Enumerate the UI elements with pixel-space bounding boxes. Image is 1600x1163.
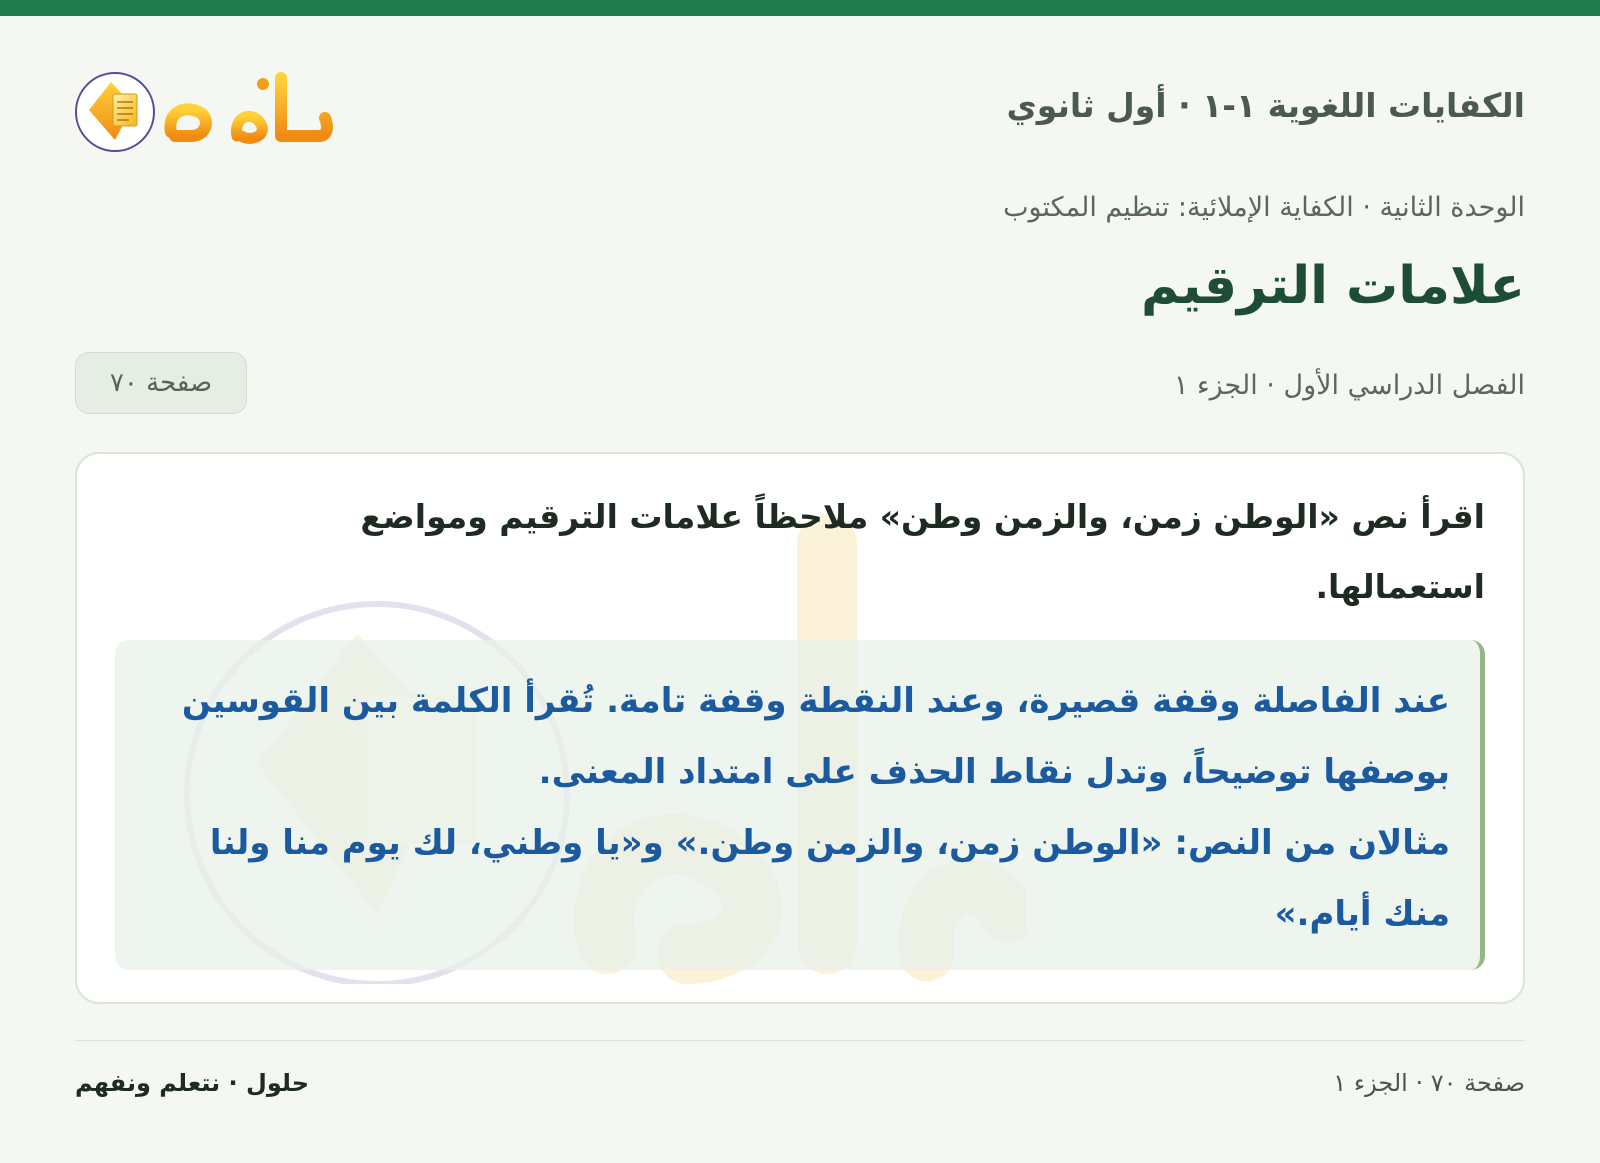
footer-page-info: صفحة ٧٠ · الجزء ١ <box>1333 1069 1525 1097</box>
answer-examples: مثالان من النص: «الوطن زمن، والزمن وطن.» و«يا وطني، لك يوم منا ولنا منك أيام.» <box>209 823 1450 934</box>
page-number-badge: صفحة ٧٠ <box>75 352 247 414</box>
book-title: الكفايات اللغوية ١-١ · أول ثانوي <box>1006 86 1525 125</box>
footer-brand[interactable]: حلول · نتعلم ونفهم <box>75 1069 309 1097</box>
header <box>75 54 1525 158</box>
exercise-card <box>75 452 1525 1004</box>
footer <box>75 1040 1525 1121</box>
term-info: الفصل الدراسي الأول · الجزء ١ <box>1173 370 1525 401</box>
top-accent-bar <box>0 0 1600 16</box>
question-text: اقرأ نص «الوطن زمن، والزمن وطن» ملاحظاً علامات الترقيم ومواضع استعمالها. <box>360 497 1485 606</box>
unit-breadcrumb: الوحدة الثانية · الكفاية الإملائية: تنظيم المكتوب <box>1003 192 1525 223</box>
lesson-title: علامات الترقيم <box>1140 256 1525 316</box>
answer-box <box>115 640 1485 970</box>
logo-icon <box>75 54 335 158</box>
answer-paragraph: عند الفاصلة وقفة قصيرة، وعند النقطة وقفة تامة. تُقرأ الكلمة بين القوسين بوصفها توضيحاً، وتدل نقاط الحذف على امتداد المعنى. <box>181 681 1450 792</box>
page <box>75 16 1525 1163</box>
hulul-logo[interactable] <box>75 54 335 158</box>
